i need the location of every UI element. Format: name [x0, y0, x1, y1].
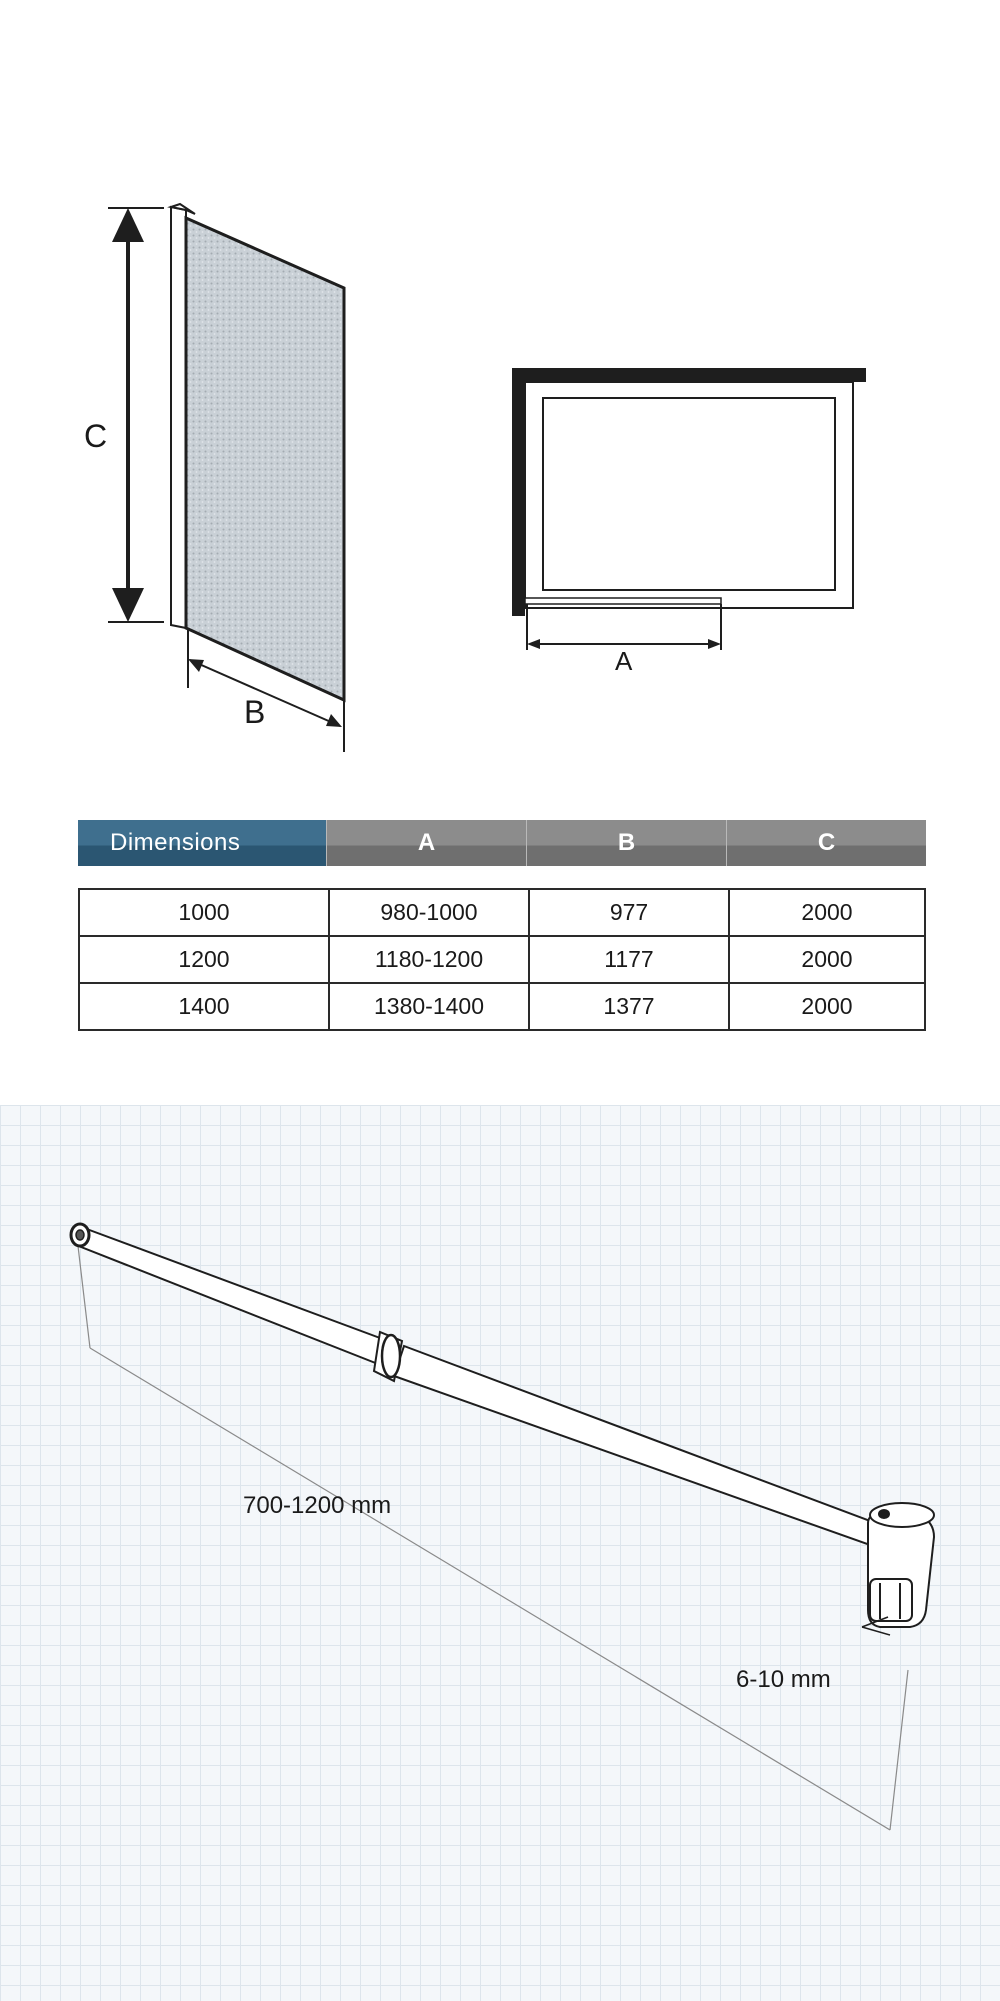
table-row: [80, 982, 924, 1029]
clamp-label: 6-10 mm: [736, 1666, 831, 1693]
plan-diagram: [512, 368, 866, 616]
table-row: [80, 935, 924, 982]
panel-diagram: [0, 0, 1000, 780]
length-label: 700-1200 mm: [243, 1492, 392, 1519]
cell-a: 1380-1400: [328, 984, 528, 1029]
table-header: [78, 820, 926, 866]
plan-label-a: A: [615, 646, 633, 676]
header-dimensions: Dimensions: [78, 820, 326, 866]
cell-b: 1377: [528, 984, 728, 1029]
stabilizer-bar: [71, 1224, 870, 1545]
height-label-c: C: [84, 418, 108, 454]
wall-clamp: [868, 1503, 934, 1627]
length-dimension-line: [76, 1229, 908, 1830]
header-c: C: [726, 820, 926, 866]
cell-dimension: 1000: [178, 899, 230, 925]
table-body: [78, 888, 926, 1031]
cell-b: 977: [528, 890, 728, 935]
width-label-b: B: [244, 694, 266, 730]
header-a: A: [326, 820, 526, 866]
cell-c: 2000: [728, 984, 924, 1029]
glass-panel: [186, 218, 344, 700]
stabilizer-bar-diagram: [0, 1105, 1000, 2001]
cell-dimension: 1200: [178, 946, 230, 972]
cell-a: 980-1000: [328, 890, 528, 935]
plan-width-arrow: [527, 604, 721, 650]
header-b: B: [526, 820, 726, 866]
table-row: [80, 890, 924, 935]
cell-c: 2000: [728, 890, 924, 935]
cell-b: 1177: [528, 937, 728, 982]
cell-c: 2000: [728, 937, 924, 982]
height-dimension-arrow: [108, 208, 164, 622]
cell-dimension: 1400: [178, 993, 230, 1019]
cell-a: 1180-1200: [328, 937, 528, 982]
